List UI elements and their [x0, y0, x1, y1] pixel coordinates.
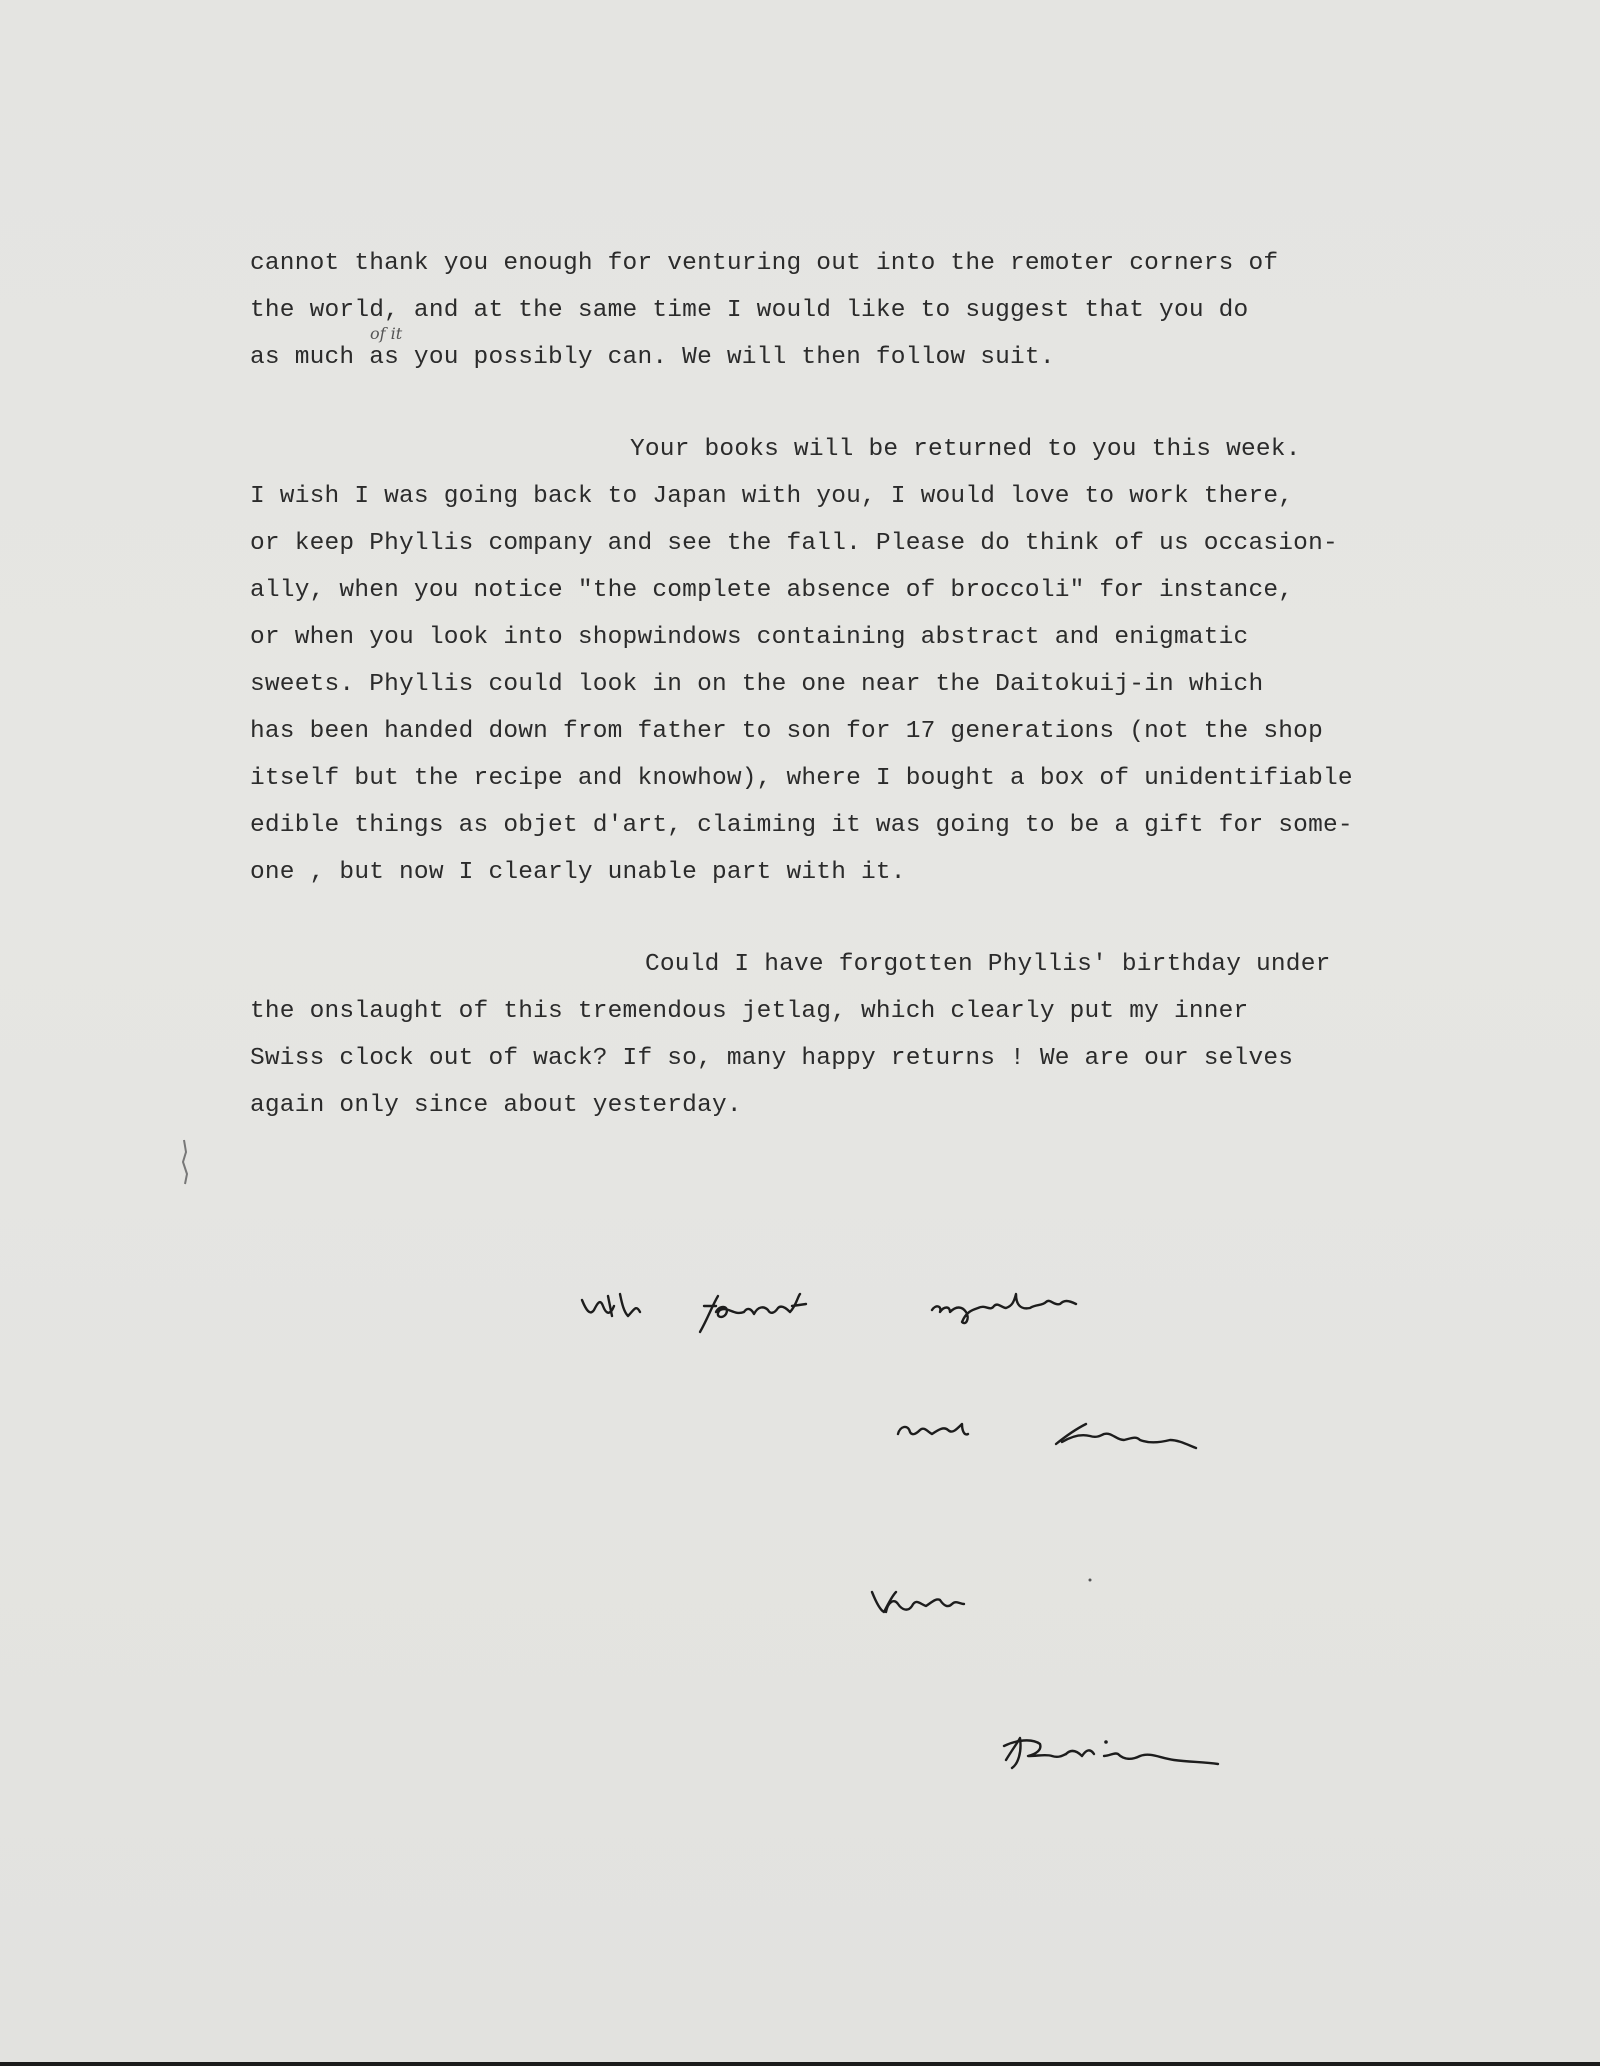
- text-line: the onslaught of this tremendous jetlag, which clearly put my inner: [250, 998, 1249, 1025]
- text-line: ally, when you notice "the complete absence of broccoli" for instance,: [250, 577, 1294, 604]
- paragraph-2: [250, 426, 1480, 896]
- closing-word-regards: [932, 1294, 1076, 1323]
- text-line: again only since about yesterday.: [250, 1092, 742, 1119]
- closing-word-with: [582, 1294, 640, 1316]
- text-line: as much as you possibly can. We will then follow suit.: [250, 344, 1055, 371]
- paragraph-1: [250, 240, 1480, 381]
- closing-word-love: [1056, 1424, 1196, 1448]
- text-line: has been handed down from father to son for 17 generations (not the shop: [250, 718, 1323, 745]
- text-line: Could I have forgotten Phyllis' birthday under: [645, 951, 1331, 978]
- scan-edge: [0, 2062, 1600, 2066]
- handwritten-insertion: of it: [370, 324, 403, 343]
- text-line: Your books will be returned to you this week.: [630, 436, 1301, 463]
- text-line: edible things as objet d'art, claiming it was going to be a gift for some-: [250, 812, 1353, 839]
- stray-ink-mark: [180, 1138, 190, 1186]
- signature-bettina: [1004, 1738, 1218, 1768]
- text-line: cannot thank you enough for venturing out into the remoter corners of: [250, 250, 1279, 277]
- text-line: I wish I was going back to Japan with you, I would love to work there,: [250, 483, 1294, 510]
- text-line: or when you look into shopwindows containing abstract and enigmatic: [250, 624, 1249, 651]
- text-line: one , but now I clearly unable part with it.: [250, 859, 906, 886]
- closing-word-yours: [872, 1579, 1092, 1613]
- closing-word-fondest: [700, 1294, 806, 1332]
- text-line: Swiss clock out of wack? If so, many happy returns ! We are our selves: [250, 1045, 1294, 1072]
- text-line: sweets. Phyllis could look in on the one near the Daitokuij-in which: [250, 671, 1264, 698]
- paragraph-3: [250, 941, 1480, 1129]
- text-line: itself but the recipe and knowhow), where I bought a box of unidentifiable: [250, 765, 1353, 792]
- letter-body: [250, 240, 1480, 1174]
- text-line: or keep Phyllis company and see the fall. Please do think of us occasion-: [250, 530, 1338, 557]
- text-line: the world, and at the same time I would like to suggest that you do: [250, 297, 1249, 324]
- closing-word-and: [898, 1424, 968, 1434]
